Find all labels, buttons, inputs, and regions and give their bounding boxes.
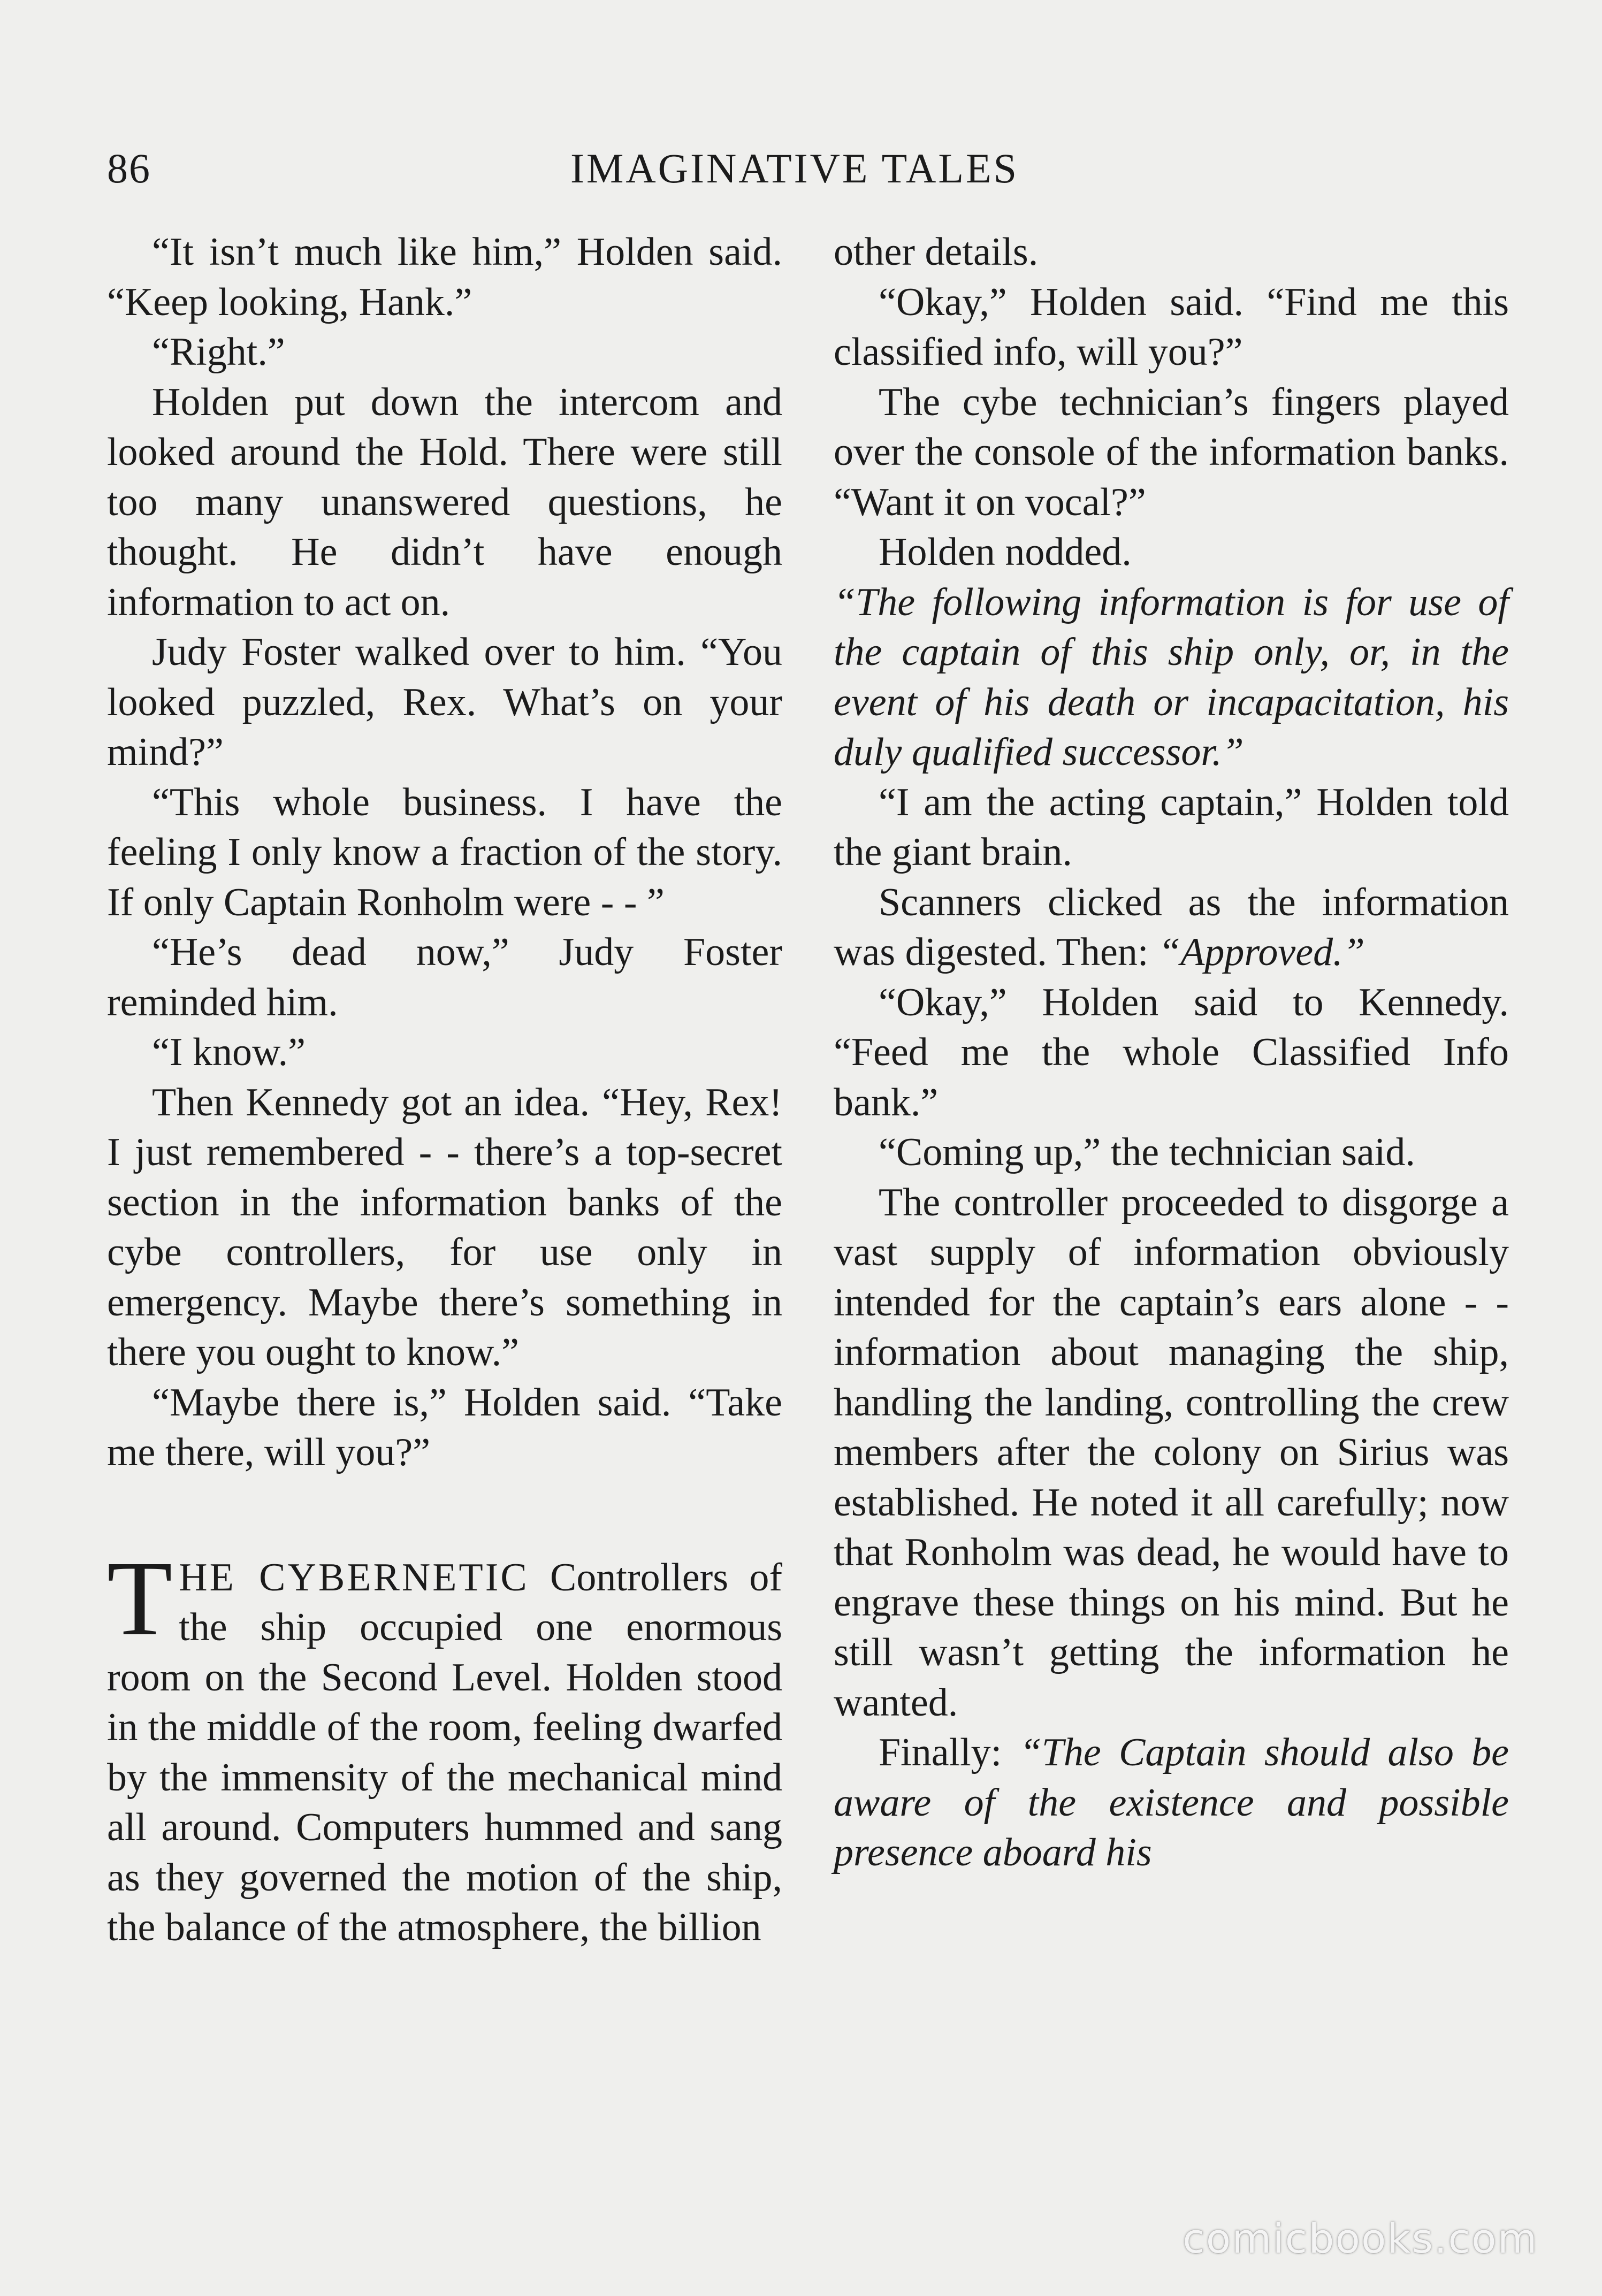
paragraph: “Maybe there is,” Holden said. “Take me there, will you?” [107,1380,782,1474]
paragraph: Holden nodded. [879,530,1132,574]
paragraph: The controller proceeded to disgorge a vast supply of information obviously intended for the captain’s ears alone - - information about managing the ship, handling the landing, controlling the crew members after the colony on Sirius was established. He noted it all carefully; now that Ronholm was dead, he would have to engrave these things on his mind. But he still wasn’t getting the information he wanted. [834,1180,1509,1725]
paragraph-text: Controllers of the ship occupied one enormous room on the Second Level. Holden stood in the middle of the room, feeling dwarfed by the immensity of the mechanical mind all around. Computers hummed and sang as they governed the motion of the ship, the balance of the atmosphere, the billion [107,1555,783,1949]
paragraph: “Okay,” Holden said to Kennedy. “Feed me the whole Classified Info bank.” [834,980,1509,1124]
paragraph-text: Finally: [879,1731,1020,1774]
paragraph: “He’s dead now,” Judy Foster reminded him. [107,930,782,1024]
running-title: IMAGINATIVE TALES [570,145,1019,192]
section-lead-in: HE CYBERNETIC [179,1555,529,1599]
paragraph [834,878,1509,978]
paragraph: Judy Foster walked over to him. “You looked puzzled, Rex. What’s on your mind?” [107,630,782,774]
computer-message: “Approved.” [1158,930,1365,974]
paragraph: The cybe technician’s fingers played over the console of the information banks. “Want it on vocal?” [834,380,1509,524]
paragraph: “Okay,” Holden said. “Find me this classified info, will you?” [834,280,1509,374]
paragraph-text: Scanners clicked as the information was digested. Then: [834,880,1509,974]
paragraph: Holden put down the intercom and looked around the Hold. There were still too many unanswered questions, he thought. He didn’t have enough information to act on. [107,380,782,624]
left-column [107,227,782,1953]
page-number: 86 [107,145,151,192]
paragraph: “This whole business. I have the feeling I only know a fraction of the story. If only Captain Ronholm were - - ” [107,780,782,924]
paragraph-continued: other details. [834,230,1039,274]
drop-cap: T [107,1539,173,1658]
computer-message: “The Captain should also be aware of the existence and possible presence aboard his [834,1731,1509,1874]
page-header [107,144,1049,203]
paragraph: “It isn’t much like him,” Holden said. “Keep looking, Hank.” [107,230,782,324]
paragraph: “Coming up,” the technician said. [879,1130,1415,1174]
paragraph: “Right.” [152,330,285,374]
paragraph: “I am the acting captain,” Holden told the giant brain. [834,780,1509,874]
right-column [834,227,1509,1878]
paragraph: Then Kennedy got an idea. “Hey, Rex! I just remembered - - there’s a top-secret section in the information banks of the cybe controllers, for use only in emergency. Maybe there’s something in there you ought to know.” [107,1080,782,1374]
section-opening-paragraph [107,1539,783,1953]
paragraph: “I know.” [152,1030,306,1074]
computer-message: “The following information is for use of the captain of this ship only, or, in the event of his death or incapacitation, his duly qualified successor.” [834,580,1509,774]
paragraph [834,1728,1509,1878]
watermark: comicbooks.com [1183,2215,1538,2262]
